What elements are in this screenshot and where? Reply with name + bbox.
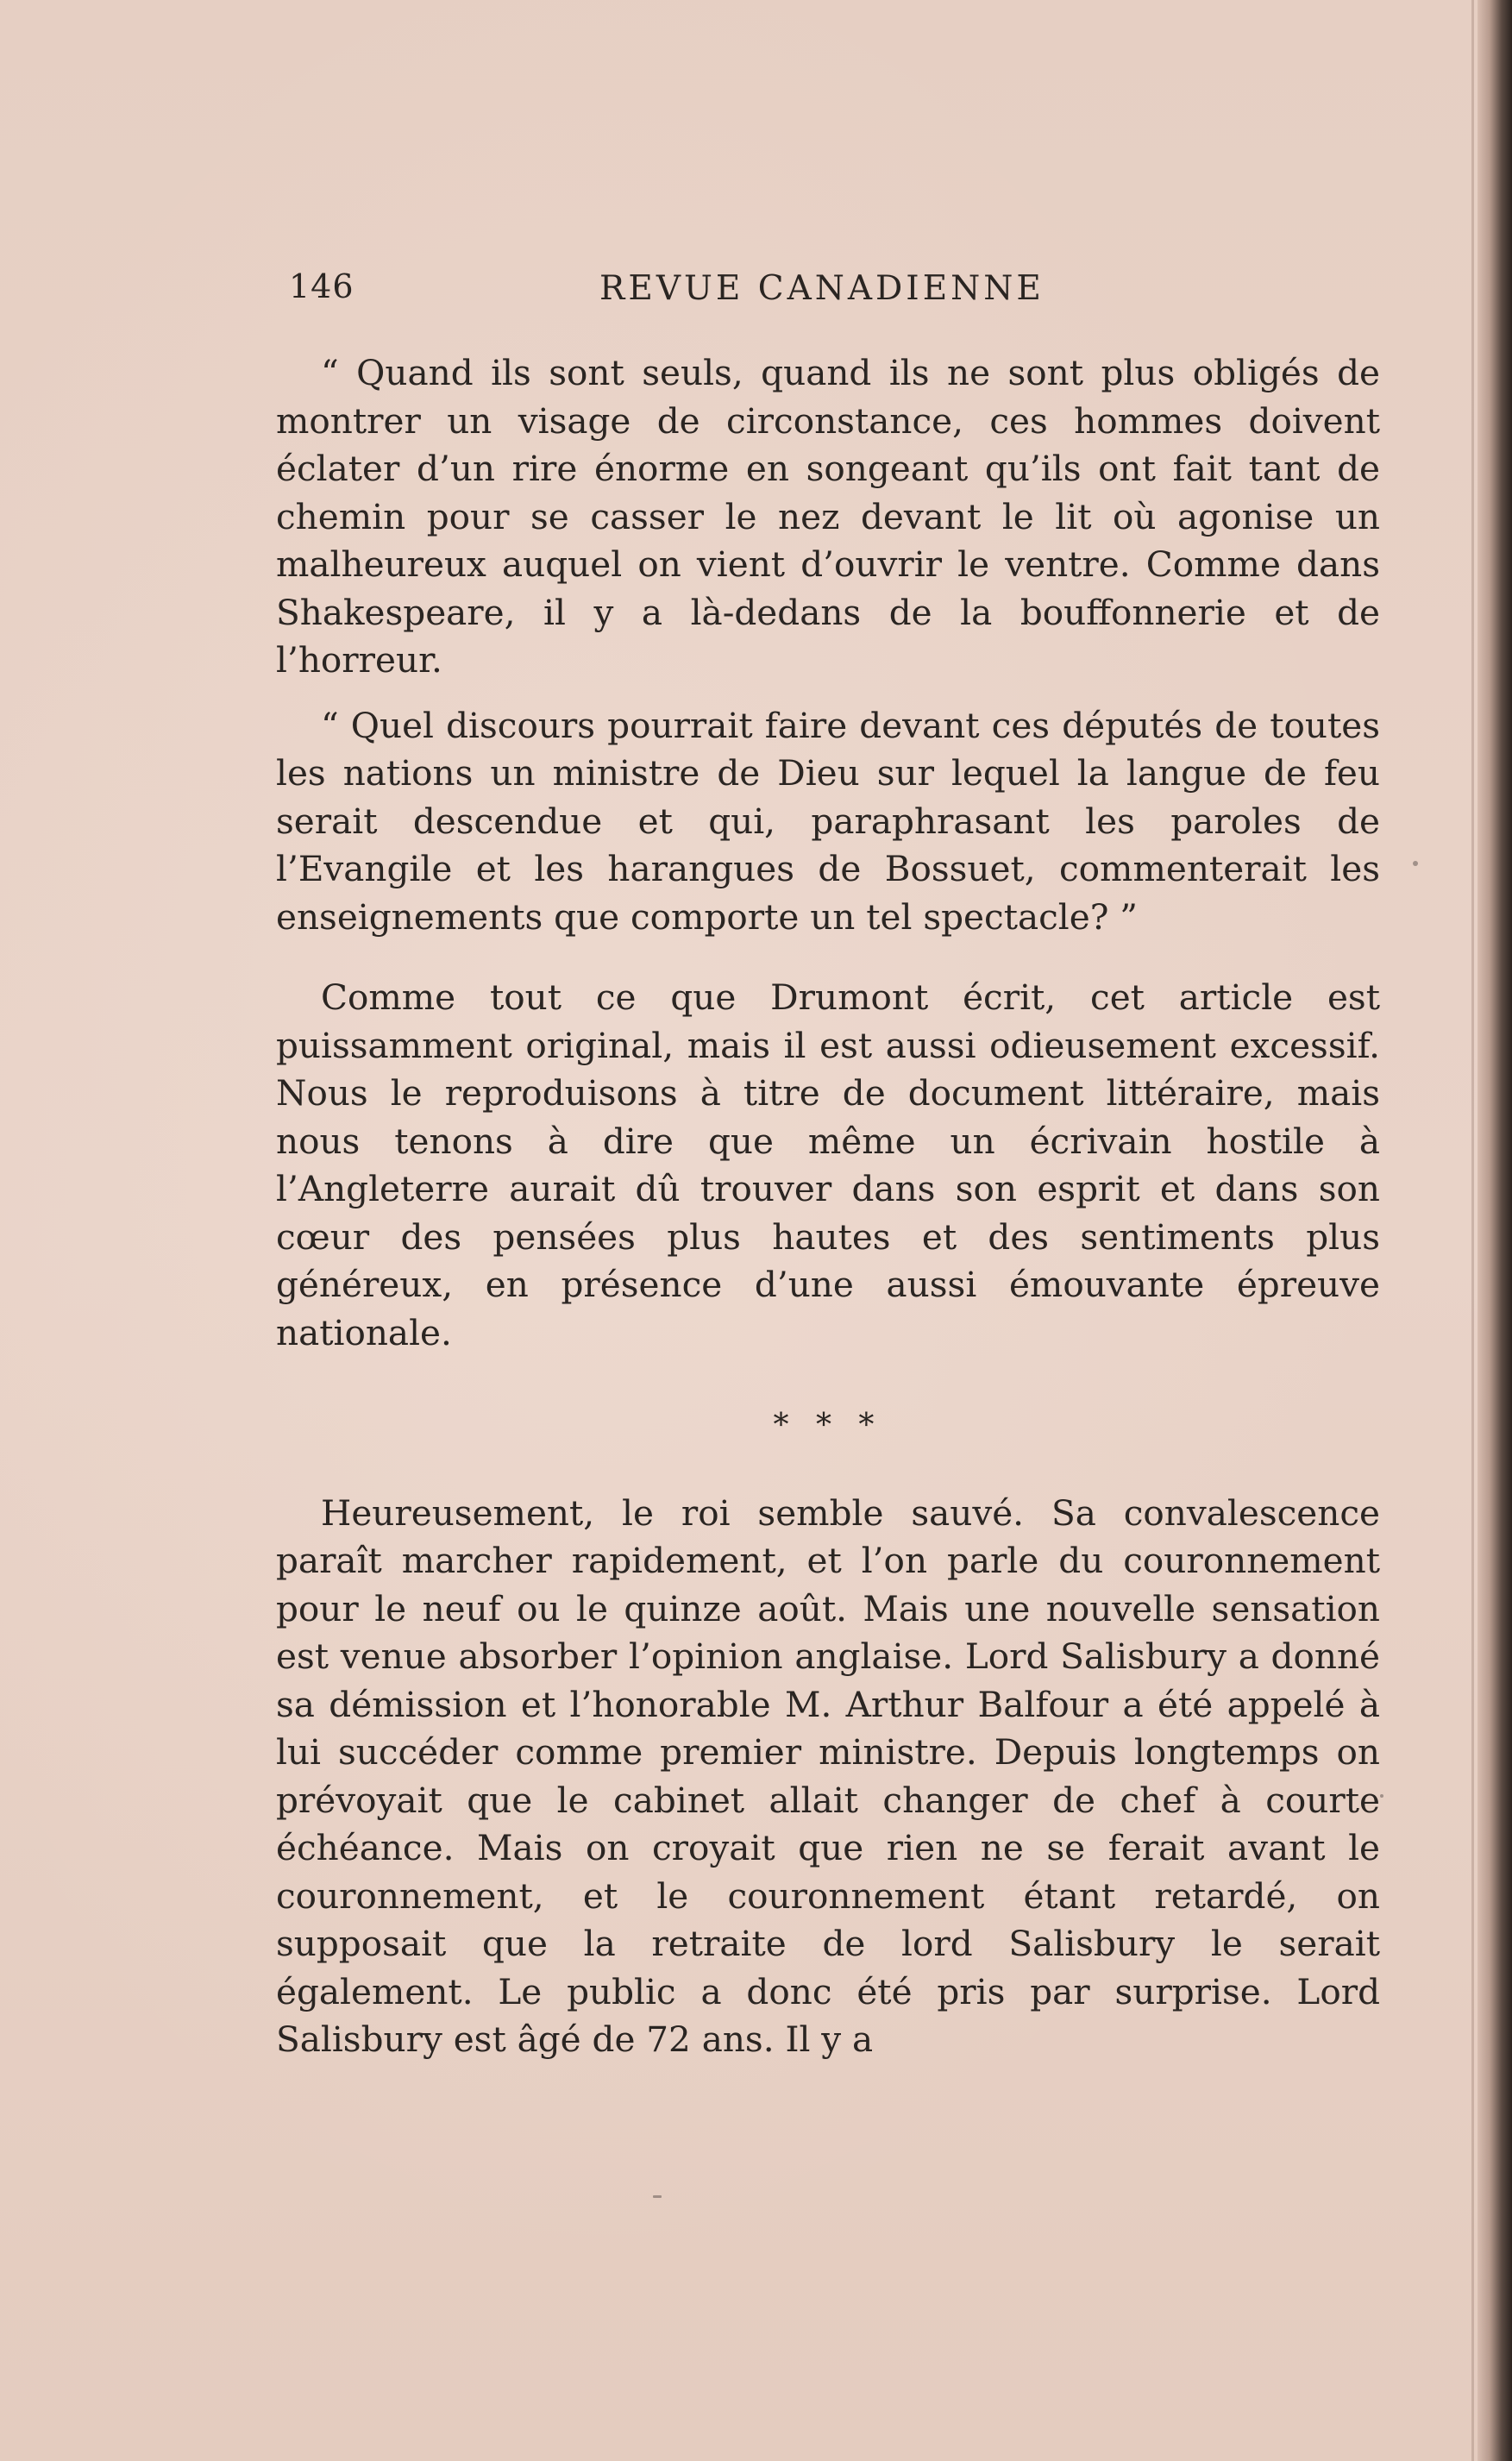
section-break: * * * (773, 1408, 883, 1443)
journal-title: REVUE CANADIENNE (599, 269, 1045, 308)
paper-speck (653, 2195, 662, 2198)
commentary-paragraph: Comme tout ce que Drumont écrit, cet article est puissamment original, mais il est aussi odieusement excessif. Nous le reproduisons à titre de document littéraire, mais nous tenons à dire que même un écrivain hostile à l’Angleterre aurait dû trouver dans son esprit et dans son cœur des pensées plus hautes et des sentiments plus généreux, en présence d’une aussi émouvante épreuve nationale. (276, 976, 1380, 1353)
quote-paragraph-1: “ Quand ils sont seuls, quand ils ne sont plus obligés de montrer un visage de circonstance, ces hommes doivent éclater d’un rire énorme en songeant qu’ils ont fait tant de chemin pour se casser le nez devant le lit où agonise un malheureux auquel on vient d’ouvrir le ventre. Comme dans Shakespeare, il y a là-dedans de la bouffonnerie et de l’horreur. (276, 352, 1380, 681)
paper-speck (1413, 861, 1418, 866)
running-head (289, 267, 1393, 319)
paper-speck (1380, 1794, 1383, 1798)
news-paragraph: Heureusement, le roi semble sauvé. Sa convalescence paraît marcher rapidement, et l’on parle du couronnement pour le neuf ou le quinze août. Mais une nouvelle sensation est venue absorber l’opinion anglaise. Lord Salisbury a donné sa démission et l’honorable M. Arthur Balfour a été appelé à lui succéder comme premier ministre. Depuis longtemps on prévoyait que le cabinet allait changer de chef à courte échéance. Mais on croyait que rien ne se ferait avant le couronnement, et le couronnement étant retardé, on supposait que la retraite de lord Salisbury le serait également. Le public a donc été pris par surprise. Lord Salisbury est âgé de 72 ans. Il y a (276, 1491, 1380, 2060)
page-edge-shadow (1471, 0, 1474, 2461)
page-number: 146 (289, 267, 354, 305)
book-spine (1477, 0, 1512, 2461)
quote-paragraph-2: “ Quel discours pourrait faire devant ces députés de toutes les nations un ministre de Dieu sur lequel la langue de feu serait descendue et qui, paraphrasant les paroles de l’Evangile et les harangues de Bossuet, commenterait les enseignements que comporte un tel spectacle? ” (276, 704, 1380, 938)
body-text (276, 349, 1380, 2064)
